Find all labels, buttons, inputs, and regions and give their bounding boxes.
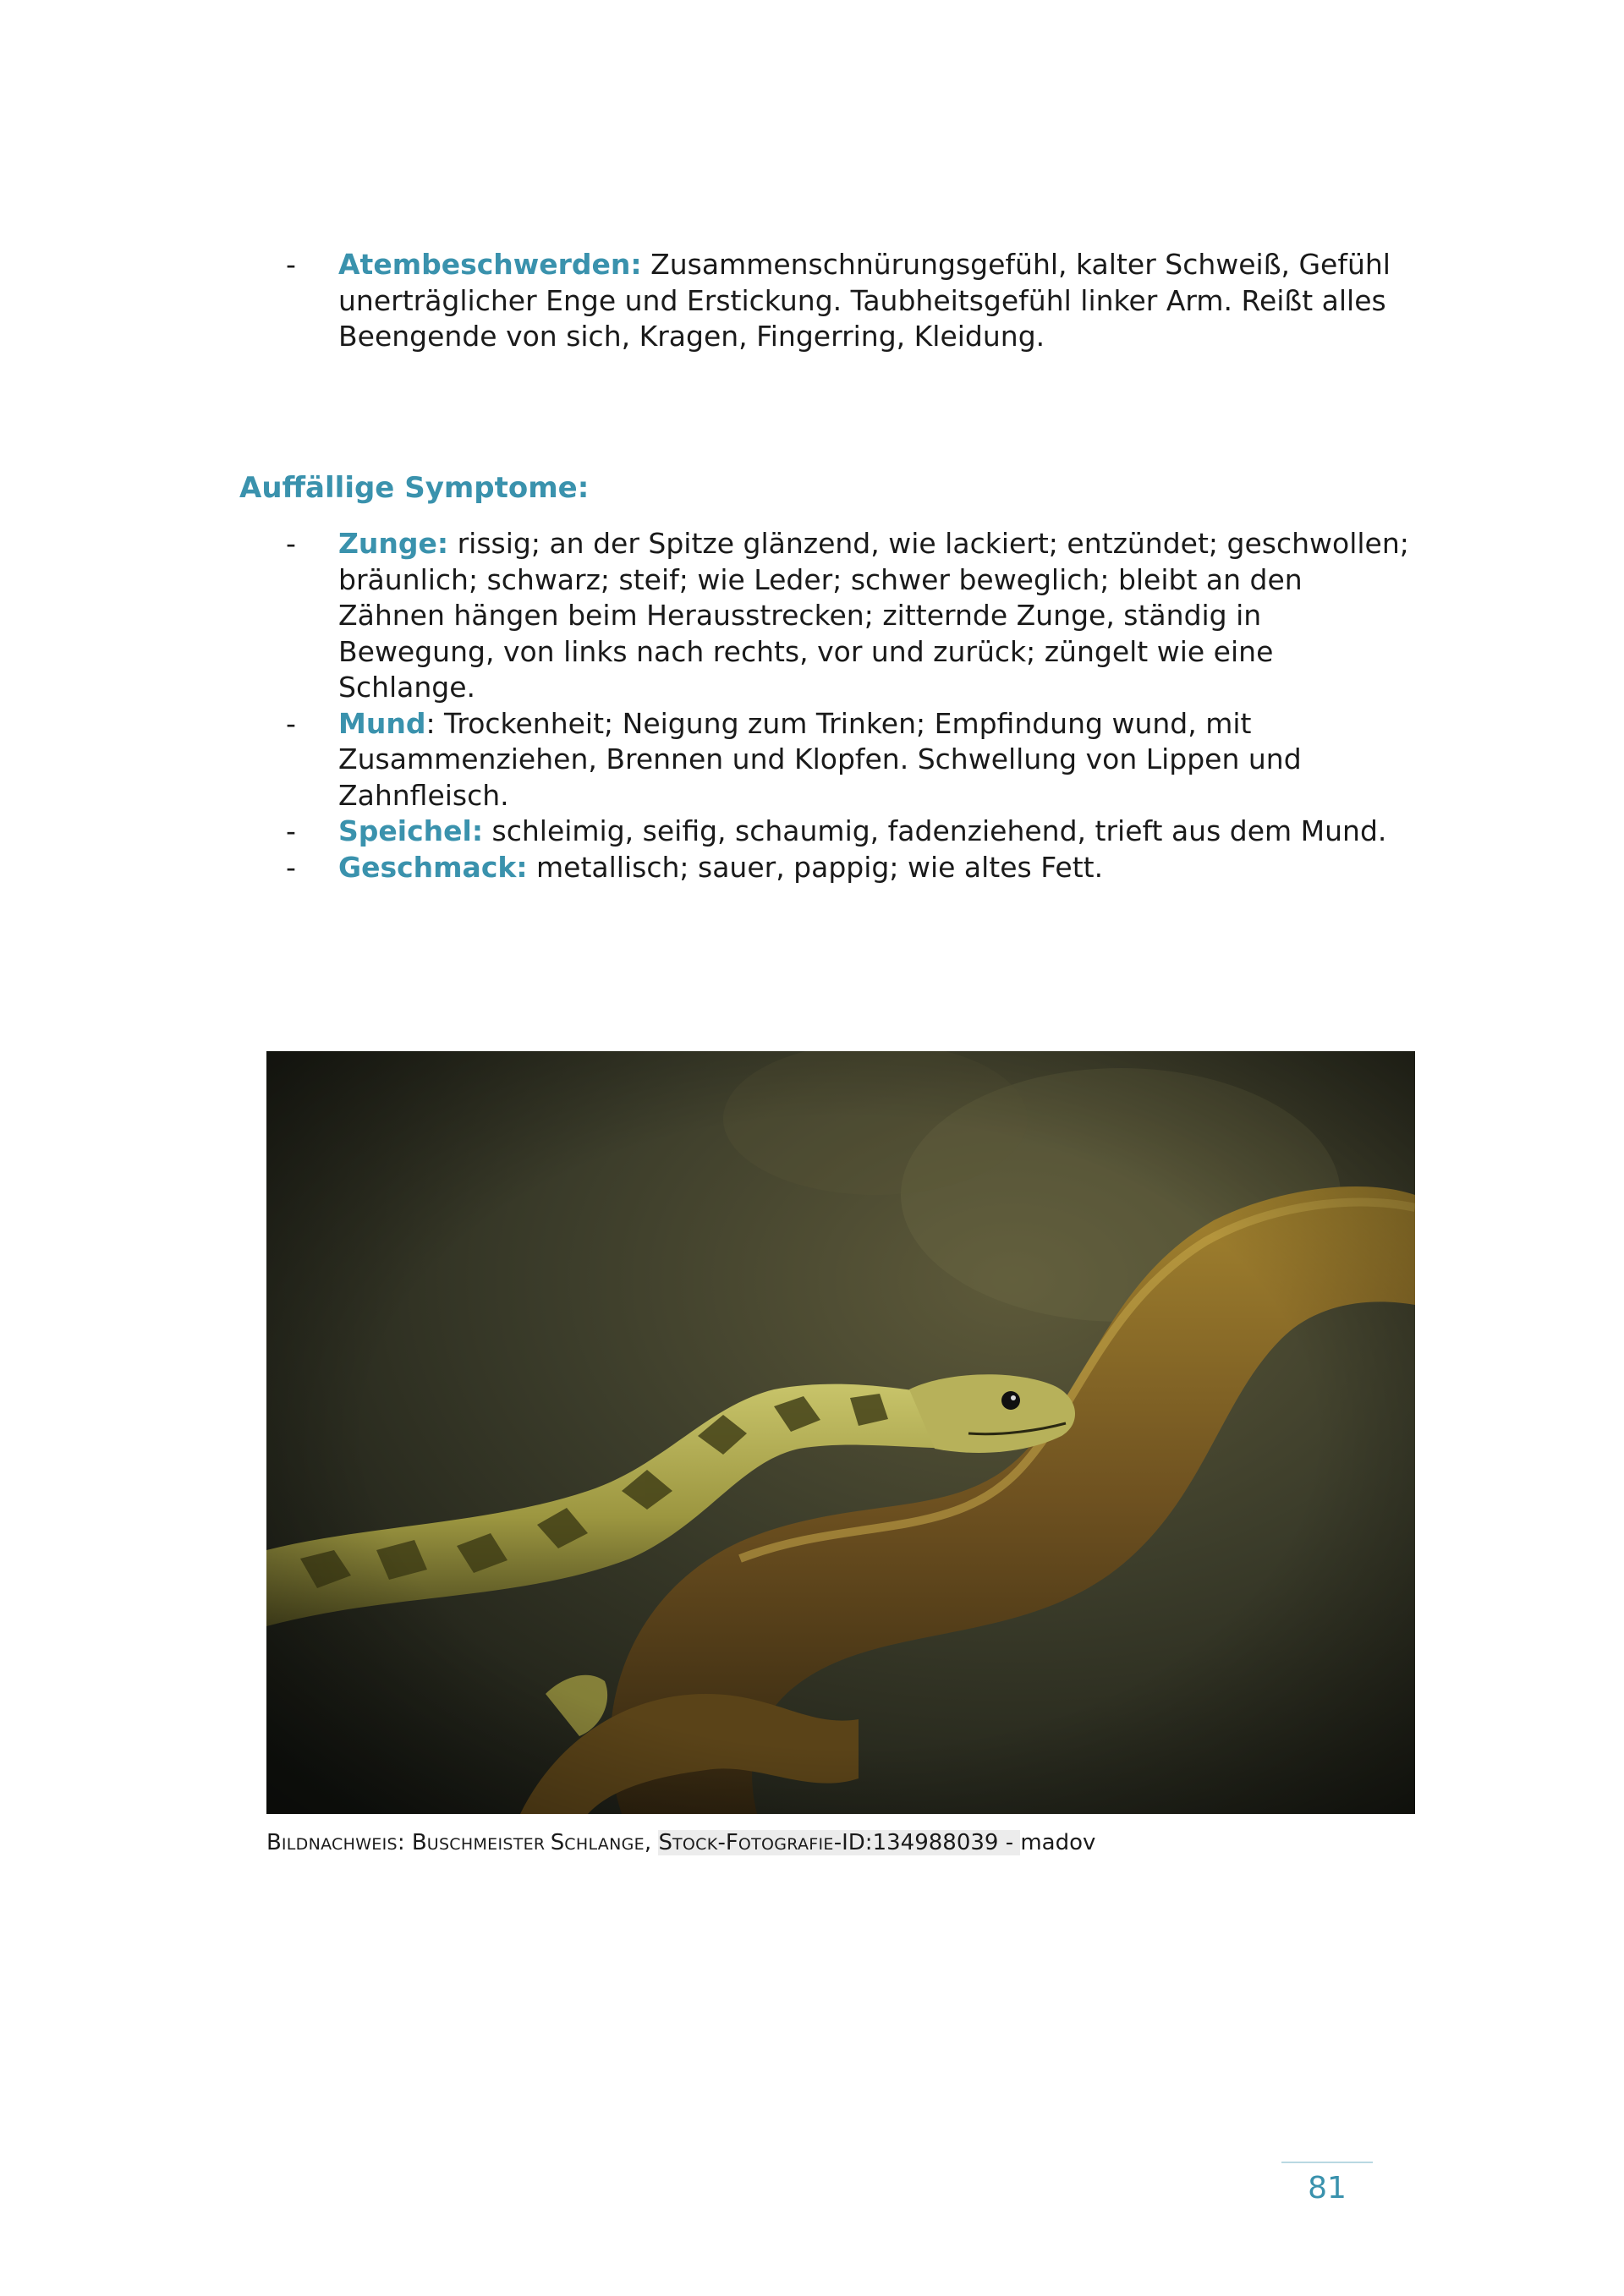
page-number: 81 — [1308, 2171, 1347, 2206]
term-geschmack: Geschmack: — [338, 850, 528, 884]
caption-part: F — [725, 1830, 738, 1855]
image-caption — [266, 1829, 1095, 1858]
description-speichel: schleimig, seifig, schaumig, fadenziehend, trieft aus dem Mund. — [483, 814, 1387, 847]
caption-part: -ID:134988039 - — [833, 1830, 1021, 1855]
symptom-list-breathing — [286, 247, 1411, 355]
caption-part: B — [266, 1830, 282, 1855]
photo-vignette — [266, 1051, 1415, 1814]
caption-part: madov — [1020, 1830, 1096, 1855]
caption-part: TOCK — [672, 1835, 718, 1854]
list-item-speichel — [286, 814, 1411, 850]
list-item-atembeschwerden — [286, 247, 1411, 355]
description-zunge: rissig; an der Spitze glänzend, wie lackiert; entzündet; geschwollen; bräunlich; schwarz; steif; wie Leder; schwer beweglich; bleibt an den Zähnen hängen beim Herausstrecken; zitternde Zunge, ständig in Bewegung, von links nach rechts, vor und zurück; züngelt wie eine Schlange. — [338, 527, 1409, 704]
list-item-geschmack — [286, 850, 1411, 886]
caption-part: S — [658, 1830, 672, 1855]
symptom-list-notable — [286, 526, 1411, 885]
description-atembeschwerden: Zusammenschnürungsgefühl, kalter Schweiß, Gefühl unerträglicher Enge und Erstickung. Taubheitsgefühl linker Arm. Reißt alles Beengende von sich, Kragen, Fingerring, Kleidung. — [338, 248, 1391, 353]
caption-part: : — [397, 1830, 412, 1855]
caption-part: OTOGRAFIE — [738, 1835, 834, 1854]
list-dash: - — [286, 706, 296, 740]
caption-part: S — [550, 1830, 565, 1855]
caption-part: - — [717, 1830, 726, 1855]
term-speichel: Speichel: — [338, 814, 484, 847]
stock-id-link[interactable] — [658, 1830, 1020, 1855]
snake-photo — [266, 1051, 1415, 1814]
caption-part: , — [644, 1830, 659, 1855]
list-dash: - — [286, 527, 296, 560]
list-dash: - — [286, 248, 296, 281]
list-dash: - — [286, 850, 296, 884]
description-geschmack: metallisch; sauer, pappig; wie altes Fett. — [527, 850, 1104, 884]
footer-divider — [1281, 2162, 1373, 2163]
term-mund: Mund — [338, 706, 426, 740]
section-heading: Auffällige Symptome: — [239, 471, 590, 505]
term-atembeschwerden: Atembeschwerden: — [338, 248, 642, 281]
list-item-zunge — [286, 526, 1411, 706]
caption-part: ILDNACHWEIS — [281, 1835, 398, 1854]
caption-part: USCHMEISTER — [426, 1835, 551, 1854]
list-dash: - — [286, 814, 296, 847]
description-mund: : Trockenheit; Neigung zum Trinken; Empfindung wund, mit Zusammenziehen, Brennen und Klopfen. Schwellung von Lippen und Zahnfleisch. — [338, 706, 1302, 812]
caption-part: CHLANGE — [564, 1835, 645, 1854]
list-item-mund — [286, 706, 1411, 814]
term-zunge: Zunge: — [338, 527, 449, 560]
caption-part: B — [411, 1830, 427, 1855]
